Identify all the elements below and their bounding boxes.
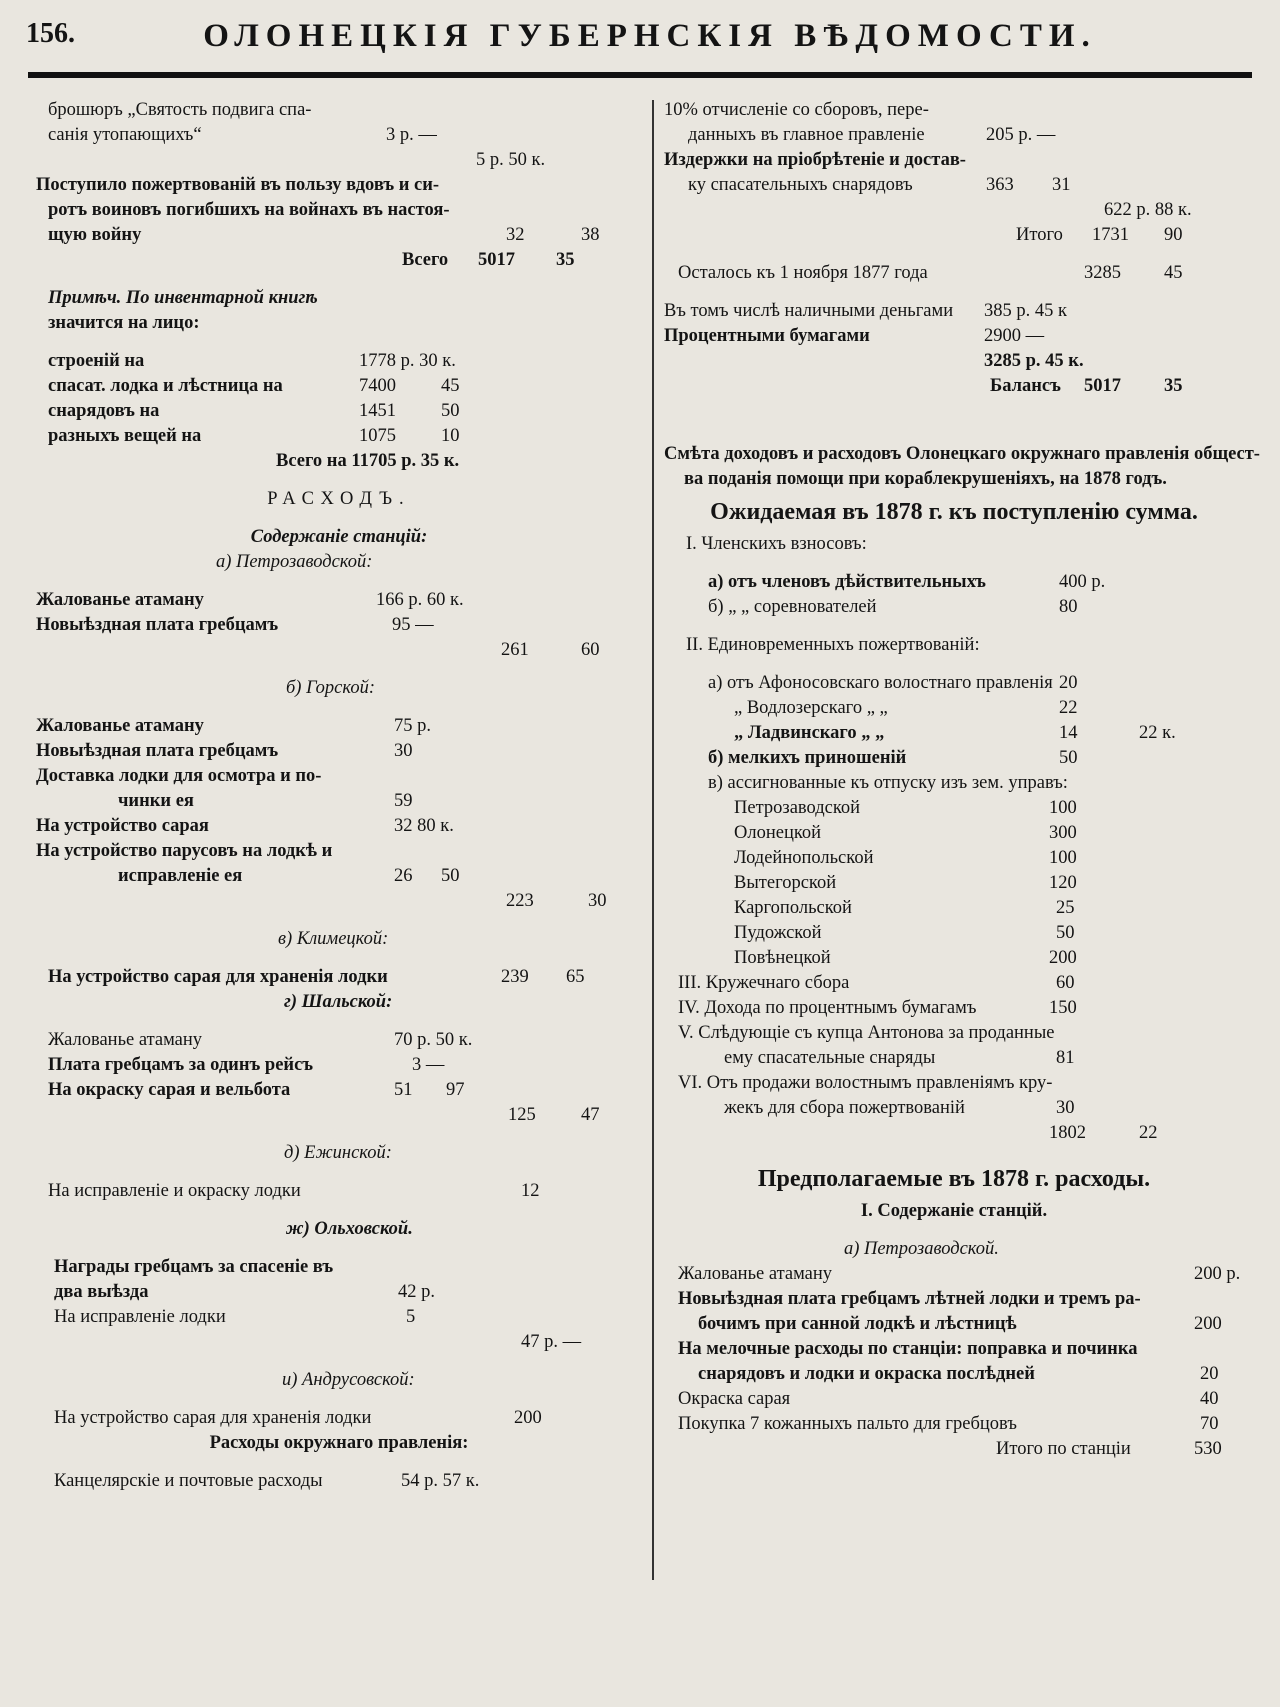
- text-line: [664, 771, 1244, 796]
- station-title: [36, 676, 642, 701]
- station-title: [36, 927, 642, 952]
- station-title: [36, 990, 642, 1015]
- subtotal: 47 р. —: [521, 1332, 582, 1352]
- amount: 51: [394, 1080, 413, 1100]
- text-line: [664, 796, 1244, 821]
- amount: 81: [1056, 1048, 1075, 1068]
- amount: 363: [986, 175, 1014, 195]
- text-line: [664, 633, 1244, 658]
- amount: 100: [1049, 848, 1077, 868]
- amount: 150: [1049, 998, 1077, 1018]
- amount: 400 р.: [1059, 572, 1106, 592]
- line-text: чинки ея: [118, 791, 194, 811]
- total-amount: 35: [556, 250, 575, 270]
- amount: 10: [441, 426, 460, 446]
- amount: 47: [581, 1105, 600, 1125]
- line-text: II. Единовременныхъ пожертвованій:: [686, 635, 980, 655]
- text-line: [36, 814, 642, 839]
- text-line: [664, 1021, 1244, 1046]
- amount: 26: [394, 866, 413, 886]
- amount: 200 р.: [1194, 1264, 1241, 1284]
- subsection-heading: Расходы окружнаго правленія:: [209, 1433, 469, 1453]
- amount: 20: [1200, 1364, 1219, 1384]
- line-text: На мелочные расходы по станціи: поправка и починка: [678, 1339, 1138, 1359]
- text-line: [36, 588, 642, 613]
- text-line: [664, 532, 1244, 557]
- line-text: VI. Отъ продажи волостнымъ правленіямъ кру-: [678, 1073, 1053, 1093]
- line-text: а) отъ Афоносовскаго волостнаго правленія: [708, 673, 1053, 693]
- line-text: щую войну: [48, 225, 142, 245]
- text-line: [36, 1053, 642, 1078]
- line-text: Окраска сарая: [678, 1389, 791, 1409]
- line-text: Жалованье атаману: [48, 1030, 203, 1050]
- amount: 70: [1200, 1414, 1219, 1434]
- amount: 38: [581, 225, 600, 245]
- line-text: б) „ „ соревнователей: [708, 597, 877, 617]
- line-text: Въ томъ числѣ наличными деньгами: [664, 301, 954, 321]
- text-line: [664, 696, 1244, 721]
- line-text: „ Водлозерскаго „ „: [734, 698, 888, 718]
- amount: 50: [1059, 748, 1078, 768]
- line-text: Награды гребцамъ за спасеніе въ: [54, 1257, 334, 1277]
- amount: 40: [1200, 1389, 1219, 1409]
- text-line: [664, 671, 1244, 696]
- text-line: [664, 1071, 1244, 1096]
- line-text: На исправленіе лодки: [54, 1307, 226, 1327]
- text-line: [664, 996, 1244, 1021]
- text-line: [664, 1312, 1244, 1337]
- text-line: [664, 896, 1244, 921]
- subtotal: 5 р. 50 к.: [476, 150, 546, 170]
- text-line: [36, 889, 642, 914]
- line-text: Плата гребцамъ за одинъ рейсъ: [48, 1055, 314, 1075]
- station-heading: а) Петрозаводской:: [216, 552, 373, 572]
- amount: 3 —: [412, 1055, 445, 1075]
- line-text: На устройство сарая для храненія лодки: [48, 967, 388, 987]
- text-line: [664, 173, 1244, 198]
- amount: 223: [506, 891, 534, 911]
- district-name: Петрозаводской: [734, 798, 861, 818]
- page-number: 156.: [26, 18, 75, 49]
- amount: 1075: [359, 426, 396, 446]
- line-text: санія утопающихъ“: [48, 125, 202, 145]
- text-line: [664, 1412, 1244, 1437]
- estimate-title: [664, 467, 1244, 492]
- text-line: [36, 1028, 642, 1053]
- total-label: Итого: [1016, 225, 1063, 245]
- text-line: [664, 148, 1244, 173]
- header-rule: [28, 72, 1252, 78]
- expenses-title: [664, 1159, 1244, 1199]
- text-line: [664, 198, 1244, 223]
- text-line: [36, 449, 642, 474]
- amount: 7400: [359, 376, 396, 396]
- text-line: [36, 613, 642, 638]
- line-text: а) отъ членовъ дѣйствительныхъ: [708, 572, 986, 592]
- line-text: в) ассигнованные къ отпуску изъ зем. управъ:: [708, 773, 1068, 793]
- amount: 65: [566, 967, 585, 987]
- text-line: [36, 864, 642, 889]
- text-line: [36, 839, 642, 864]
- line-text: бочимъ при санной лодкѣ и лѣстницѣ: [698, 1314, 1017, 1334]
- line-text: спасат. лодка и лѣстница на: [48, 376, 283, 396]
- text-line: [36, 965, 642, 990]
- line-text: I. Членскихъ взносовъ:: [686, 534, 867, 554]
- amount: 22 к.: [1139, 723, 1176, 743]
- station-title: [36, 1217, 642, 1242]
- line-text: На исправленіе и окраску лодки: [48, 1181, 301, 1201]
- district-name: Каргопольской: [734, 898, 852, 918]
- text-line: [36, 424, 642, 449]
- line-text: ротъ воиновъ погибшихъ на войнахъ въ настоя-: [48, 200, 450, 220]
- total-amount: 1731: [1092, 225, 1129, 245]
- text-line: [664, 871, 1244, 896]
- text-line: [36, 349, 642, 374]
- line-text: два выѣзда: [54, 1282, 149, 1302]
- text-line: [664, 595, 1244, 620]
- text-line: [36, 1305, 642, 1330]
- text-line: [36, 1406, 642, 1431]
- page-header: [0, 0, 1280, 80]
- text-line: [36, 311, 642, 336]
- subsection-heading: Содержаніе станцій:: [250, 527, 428, 547]
- station-heading: и) Андрусовской:: [282, 1370, 415, 1390]
- line-text: снарядовъ на: [48, 401, 160, 421]
- amount: 30: [588, 891, 607, 911]
- line-text: На устройство сарая: [36, 816, 209, 836]
- amount: 385 р. 45 к: [984, 301, 1067, 321]
- line-text: разныхъ вещей на: [48, 426, 202, 446]
- station-heading: ж) Ольховской.: [286, 1219, 413, 1239]
- amount: 1451: [359, 401, 396, 421]
- text-line: [36, 374, 642, 399]
- amount: 45: [441, 376, 460, 396]
- line-text: Новыѣздная плата гребцамъ: [36, 741, 279, 761]
- amount: 25: [1056, 898, 1075, 918]
- station-title: [36, 550, 642, 575]
- line-text: Жалованье атаману: [678, 1264, 833, 1284]
- amount: 70 р. 50 к.: [394, 1030, 473, 1050]
- amount: 200: [1049, 948, 1077, 968]
- text-line: [36, 198, 642, 223]
- amount: 32: [506, 225, 525, 245]
- amount: 95 —: [392, 615, 434, 635]
- amount: 3 р. —: [386, 125, 437, 145]
- district-name: Вытегорской: [734, 873, 837, 893]
- text-line: [36, 1078, 642, 1103]
- line-text: На устройство сарая для храненія лодки: [54, 1408, 372, 1428]
- text-line: [664, 1437, 1244, 1462]
- text-line: [664, 261, 1244, 286]
- amount: 50: [1056, 923, 1075, 943]
- station-title: [664, 1237, 1244, 1262]
- total-label: Итого по станціи: [996, 1439, 1131, 1459]
- estimate-title: [664, 442, 1260, 467]
- text-line: [36, 98, 642, 123]
- text-line: [36, 286, 642, 311]
- right-column: [664, 98, 1260, 1462]
- text-line: [36, 764, 642, 789]
- amount: 42 р.: [398, 1282, 435, 1302]
- text-line: [664, 374, 1244, 399]
- text-line: [664, 1387, 1244, 1412]
- line-text: брошюръ „Святость подвига спа-: [48, 100, 312, 120]
- text-line: [664, 1287, 1244, 1312]
- subsection-title: [36, 1431, 642, 1456]
- amount: 31: [1052, 175, 1071, 195]
- text-line: [664, 1362, 1244, 1387]
- amount: 54 р. 57 к.: [401, 1471, 480, 1491]
- amount: 14: [1059, 723, 1078, 743]
- text-line: [664, 223, 1244, 248]
- line-text: На окраску сарая и вельбота: [48, 1080, 291, 1100]
- text-line: [664, 1337, 1244, 1362]
- text-line: [664, 971, 1244, 996]
- line-text: 10% отчисленіе со сборовъ, пере-: [664, 100, 929, 120]
- line-text: ему спасательные снаряды: [724, 1048, 936, 1068]
- amount: 125: [508, 1105, 536, 1125]
- total-label: Всего: [402, 250, 449, 270]
- amount: 60: [1056, 973, 1075, 993]
- amount: 45: [1164, 263, 1183, 283]
- amount: 59: [394, 791, 413, 811]
- amount: 22: [1059, 698, 1078, 718]
- amount: 300: [1049, 823, 1077, 843]
- line-text: „ Ладвинскаго „ „: [734, 723, 885, 743]
- line-text: б) мелкихъ приношеній: [708, 748, 907, 768]
- line-text: Жалованье атаману: [36, 716, 204, 736]
- text-line: [664, 299, 1244, 324]
- amount: 261: [501, 640, 529, 660]
- amount: 30: [1056, 1098, 1075, 1118]
- text-line: [664, 349, 1244, 374]
- line-text: исправленіе ея: [118, 866, 243, 886]
- amount: 5: [406, 1307, 416, 1327]
- text-line: [664, 721, 1244, 746]
- estimate-heading: ва поданія помощи при кораблекрушеніяхъ, на 1878 годъ.: [684, 469, 1167, 489]
- district-name: Пудожской: [734, 923, 822, 943]
- total-amount: 90: [1164, 225, 1183, 245]
- district-name: Повѣнецкой: [734, 948, 831, 968]
- total-amount: 22: [1139, 1123, 1158, 1143]
- expenses-heading: Предполагаемые въ 1878 г. расходы.: [757, 1166, 1151, 1192]
- amount: 3285: [1084, 263, 1121, 283]
- amount: 32 80 к.: [394, 816, 454, 836]
- text-line: [664, 324, 1244, 349]
- line-text: V. Слѣдующіе съ купца Антонова за проданные: [678, 1023, 1055, 1043]
- text-line: [36, 714, 642, 739]
- amount: 50: [441, 866, 460, 886]
- text-line: [36, 1255, 642, 1280]
- amount: 166 р. 60 к.: [376, 590, 464, 610]
- text-line: [664, 1046, 1244, 1071]
- line-text: Осталось къ 1 ноября 1877 года: [678, 263, 928, 283]
- note-text: Примѣч. По инвентарной книгѣ: [48, 288, 318, 308]
- line-text: данныхъ въ главное правленіе: [688, 125, 925, 145]
- amount: 80: [1059, 597, 1078, 617]
- line-text: IV. Дохода по процентнымъ бумагамъ: [678, 998, 977, 1018]
- subsection-heading: I. Содержаніе станцій.: [860, 1201, 1048, 1221]
- station-heading: г) Шальской:: [284, 992, 393, 1012]
- station-title: [36, 1368, 642, 1393]
- text-line: [36, 638, 642, 663]
- line-text: Поступило пожертвованій въ пользу вдовъ и си-: [36, 175, 440, 195]
- text-line: [36, 1280, 642, 1305]
- income-heading: Ожидаемая въ 1878 г. къ поступленію сумма.: [710, 499, 1198, 525]
- station-heading: а) Петрозаводской.: [844, 1239, 999, 1259]
- text-line: [664, 846, 1244, 871]
- income-title: [664, 492, 1244, 532]
- total-amount: 5017: [1084, 376, 1121, 396]
- amount: 12: [521, 1181, 540, 1201]
- column-divider: [652, 100, 654, 1580]
- section-heading: РАСХОДЪ.: [267, 489, 411, 509]
- amount: 1778 р. 30 к.: [359, 351, 456, 371]
- subtotal: 622 р. 88 к.: [1104, 200, 1192, 220]
- amount: 205 р. —: [986, 125, 1056, 145]
- section-title: [36, 487, 642, 512]
- amount: 75 р.: [394, 716, 431, 736]
- station-heading: д) Ежинской:: [284, 1143, 392, 1163]
- text-line: [36, 789, 642, 814]
- text-line: [36, 399, 642, 424]
- line-text: Издержки на пріобрѣтеніе и достав-: [664, 150, 966, 170]
- text-line: [664, 123, 1244, 148]
- text-line: [664, 821, 1244, 846]
- text-line: [664, 98, 1244, 123]
- text-line: [36, 739, 642, 764]
- total-label: Балансъ: [990, 376, 1061, 396]
- line-text: Новыѣздная плата гребцамъ лѣтней лодки и тремъ ра-: [678, 1289, 1141, 1309]
- text-line: [36, 1469, 642, 1494]
- total-amount: 5017: [478, 250, 515, 270]
- left-column: [36, 98, 642, 1494]
- amount: 100: [1049, 798, 1077, 818]
- line-text: Новыѣздная плата гребцамъ: [36, 615, 279, 635]
- line-text: Жалованье атаману: [36, 590, 204, 610]
- total-label: Всего на 11705 р. 35 к.: [276, 451, 460, 471]
- subtotal: 3285 р. 45 к.: [984, 351, 1084, 371]
- text-line: [36, 1103, 642, 1128]
- text-line: [36, 248, 642, 273]
- text-line: [664, 921, 1244, 946]
- amount: 30: [394, 741, 413, 761]
- text-line: [36, 223, 642, 248]
- amount: 120: [1049, 873, 1077, 893]
- line-text: III. Кружечнаго сбора: [678, 973, 850, 993]
- text-line: [36, 173, 642, 198]
- text-line: [664, 1096, 1244, 1121]
- text-line: [36, 1179, 642, 1204]
- station-heading: б) Горской:: [286, 678, 375, 698]
- note-text: значится на лицо:: [48, 313, 200, 333]
- line-text: ку спасательныхъ снарядовъ: [688, 175, 913, 195]
- amount: 20: [1059, 673, 1078, 693]
- amount: 50: [441, 401, 460, 421]
- text-line: [36, 148, 642, 173]
- district-name: Лодейнопольской: [734, 848, 874, 868]
- district-name: Олонецкой: [734, 823, 822, 843]
- text-line: [36, 1330, 642, 1355]
- line-text: жекъ для сбора пожертвованій: [724, 1098, 965, 1118]
- text-line: [664, 1262, 1244, 1287]
- text-line: [36, 123, 642, 148]
- line-text: Канцелярскіе и почтовые расходы: [54, 1471, 323, 1491]
- amount: 239: [501, 967, 529, 987]
- total-amount: 35: [1164, 376, 1183, 396]
- subsection-title: [36, 525, 642, 550]
- text-line: [664, 946, 1244, 971]
- amount: 2900 —: [984, 326, 1045, 346]
- line-text: Процентными бумагами: [664, 326, 870, 346]
- total-amount: 530: [1194, 1439, 1222, 1459]
- amount: 200: [1194, 1314, 1222, 1334]
- total-amount: 1802: [1049, 1123, 1086, 1143]
- line-text: На устройство парусовъ на лодкѣ и: [36, 841, 333, 861]
- text-line: [664, 570, 1244, 595]
- text-line: [664, 1121, 1244, 1146]
- subsection-title: [664, 1199, 1244, 1224]
- newspaper-title: ОЛОНЕЦКІЯ ГУБЕРНСКІЯ ВѢДОМОСТИ.: [203, 18, 1097, 54]
- line-text: строеній на: [48, 351, 145, 371]
- station-heading: в) Климецкой:: [278, 929, 389, 949]
- estimate-heading: Смѣта доходовъ и расходовъ Олонецкаго окружнаго правленія общест-: [664, 444, 1260, 464]
- amount: 60: [581, 640, 600, 660]
- station-title: [36, 1141, 642, 1166]
- amount: 97: [446, 1080, 465, 1100]
- line-text: снарядовъ и лодки и окраска послѣдней: [698, 1364, 1035, 1384]
- line-text: Покупка 7 кожанныхъ пальто для гребцовъ: [678, 1414, 1017, 1434]
- text-line: [664, 746, 1244, 771]
- line-text: Доставка лодки для осмотра и по-: [36, 766, 322, 786]
- amount: 200: [514, 1408, 542, 1428]
